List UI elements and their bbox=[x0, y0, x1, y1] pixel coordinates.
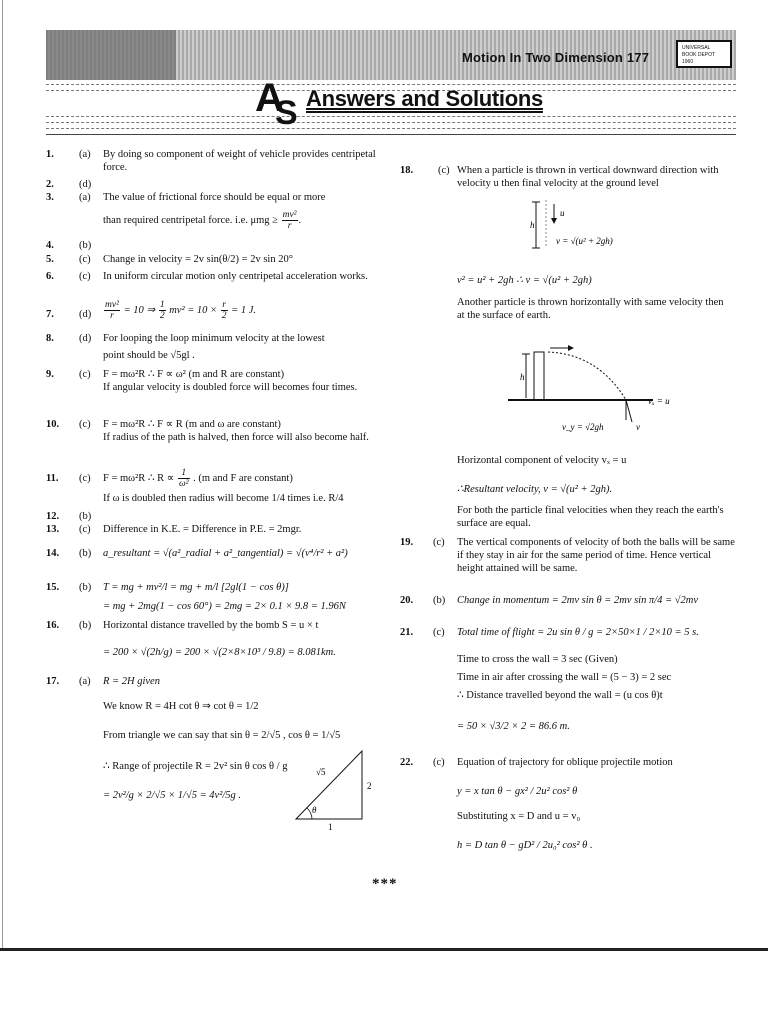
header-rule bbox=[46, 128, 736, 129]
answer-5 bbox=[46, 253, 386, 270]
question-number: 14. bbox=[46, 548, 60, 559]
answer-text-line2: Time to cross the wall = 3 sec (Given) bbox=[457, 654, 618, 665]
answer-text-line3: Horizontal component of velocity vₓ = u bbox=[457, 455, 627, 466]
answer-option: (c) bbox=[79, 254, 91, 265]
answer-text: Change in velocity = 2v sin(θ/2) = 2v sin 20° bbox=[103, 254, 293, 265]
answer-7 bbox=[46, 300, 386, 332]
right-column bbox=[400, 164, 736, 851]
answer-20 bbox=[400, 594, 736, 607]
answer-17 bbox=[46, 675, 386, 832]
numerator: mv² bbox=[105, 300, 119, 310]
answer-equation bbox=[103, 468, 386, 489]
triangle-angle-label: θ bbox=[312, 805, 317, 815]
answer-equation: T = mg + mv²/l = mg + m/l [2gl(1 − cos θ)] bbox=[103, 582, 289, 593]
answer-16 bbox=[46, 619, 386, 675]
answer-option: (a) bbox=[79, 149, 91, 160]
question-number: 20. bbox=[400, 595, 414, 606]
answer-10 bbox=[46, 418, 386, 468]
answer-option: (b) bbox=[79, 548, 92, 559]
left-column bbox=[46, 148, 386, 832]
answer-text-line2: We know R = 4H cot θ ⇒ cot θ = 1/2 bbox=[103, 701, 259, 712]
question-number: 5. bbox=[46, 254, 54, 265]
answer-21 bbox=[400, 626, 736, 733]
triangle-side-label: 2 bbox=[367, 781, 372, 791]
answer-text: Equation of trajectory for oblique projectile motion bbox=[457, 757, 673, 768]
answer-equation-line2: h = D tan θ − gD² / 2u₀² cos² θ . bbox=[457, 840, 593, 851]
velocity-label: u bbox=[560, 208, 565, 218]
answer-15 bbox=[46, 575, 386, 619]
end-marker: *** bbox=[372, 876, 398, 892]
denominator: 2 bbox=[221, 311, 227, 321]
question-number: 16. bbox=[46, 620, 60, 631]
header-rule bbox=[46, 116, 736, 117]
answer-text: R = 2H given bbox=[103, 676, 160, 687]
fraction bbox=[104, 300, 120, 321]
answer-text-line4: ∴ Distance travelled beyond the wall = (u cos θ)t bbox=[457, 690, 663, 701]
section-mark-a: A bbox=[255, 76, 284, 120]
question-number: 4. bbox=[46, 240, 54, 251]
answer-option: (b) bbox=[79, 240, 92, 251]
answer-text-line3: Time in air after crossing the wall = (5 − 3) = 2 sec bbox=[457, 672, 672, 683]
answer-option: (c) bbox=[79, 271, 91, 282]
answer-19 bbox=[400, 536, 736, 575]
answer-text: Difference in K.E. = Difference in P.E. = 2mgr. bbox=[103, 524, 302, 535]
fraction bbox=[159, 300, 166, 321]
answer-13 bbox=[46, 523, 386, 541]
question-number: 21. bbox=[400, 627, 414, 638]
denominator: r bbox=[287, 221, 292, 231]
answer-text-part: than required centripetal force. i.e. μmg ≥ bbox=[103, 214, 278, 226]
question-number: 9. bbox=[46, 369, 54, 380]
answer-text: The vertical components of velocity of both the balls will be same if they stay in air for the same period of time. Hence vertical height attained will be same. bbox=[457, 537, 735, 574]
numerator: r bbox=[222, 300, 226, 310]
question-number: 11. bbox=[46, 473, 59, 484]
denominator: r bbox=[110, 311, 114, 321]
header-rule bbox=[46, 84, 736, 85]
answer-4 bbox=[46, 239, 386, 253]
answer-text: F = mω²R ∴ F ∝ R (m and ω are constant) bbox=[103, 419, 281, 430]
answer-text: F = mω²R ∴ F ∝ ω² (m and R are constant) bbox=[103, 369, 285, 380]
header-rule bbox=[46, 134, 736, 135]
numerator: mv² bbox=[282, 210, 297, 220]
answer-22 bbox=[400, 756, 736, 852]
answer-text-line3: From triangle we can say that sin θ = 2/√5 , cos θ = 1/√5 bbox=[103, 730, 341, 741]
resultant-arrow bbox=[626, 400, 632, 422]
answer-9 bbox=[46, 368, 386, 418]
answer-text-line2: Substituting x = D and u = v₀ bbox=[457, 811, 581, 822]
page-bottom-edge bbox=[0, 948, 768, 951]
answer-option: (c) bbox=[433, 757, 445, 768]
answer-2 bbox=[46, 178, 386, 191]
equation-part: F = mω²R ∴ R ∝ bbox=[103, 472, 175, 484]
answer-option: (c) bbox=[438, 165, 450, 176]
answer-option: (a) bbox=[79, 676, 91, 687]
numerator: 1 bbox=[178, 468, 190, 479]
answer-equation bbox=[103, 300, 386, 321]
vertical-throw-figure bbox=[532, 200, 652, 252]
vx-label: vₓ = u bbox=[648, 396, 670, 406]
answer-8 bbox=[46, 332, 386, 368]
vy-label: v_y = √2gh bbox=[562, 422, 604, 432]
answer-3 bbox=[46, 191, 386, 239]
header-band-dark bbox=[46, 30, 176, 80]
answer-equation: a_resultant = √(a²_radial + a²_tangential) = √(v⁴/r² + a²) bbox=[103, 548, 348, 559]
answer-option: (c) bbox=[79, 419, 91, 430]
answer-text: In uniform circular motion only centripetal acceleration works. bbox=[103, 271, 368, 282]
question-number: 2. bbox=[46, 179, 54, 190]
question-number: 10. bbox=[46, 419, 60, 430]
equation-part: = 1 J. bbox=[231, 304, 257, 316]
height-label: h bbox=[520, 372, 525, 382]
triangle-hypotenuse-label: √5 bbox=[316, 767, 326, 777]
question-number: 22. bbox=[400, 757, 414, 768]
logo-line2: BOOK DEPOT 1960 bbox=[682, 52, 715, 65]
answer-text-line2: point should be √5gl . bbox=[103, 350, 195, 361]
triangle-figure bbox=[290, 745, 380, 832]
triangle-shape bbox=[296, 751, 362, 819]
answer-text: The value of frictional force should be equal or more bbox=[103, 192, 326, 203]
triangle-base-label: 1 bbox=[328, 822, 333, 832]
answer-equation-line2: = 50 × √3/2 × 2 = 86.6 m. bbox=[457, 721, 570, 732]
answer-text: By doing so component of weight of vehicle provides centripetal force. bbox=[103, 149, 376, 173]
answer-equation: Change in momentum = 2mv sin θ = 2mv sin π/4 = √2mv bbox=[457, 595, 698, 606]
answer-option: (d) bbox=[79, 309, 92, 320]
answer-equation: v² = u² + 2gh ∴ v = √(u² + 2gh) bbox=[457, 275, 592, 286]
fraction bbox=[178, 468, 190, 489]
answer-14 bbox=[46, 541, 386, 575]
arrow-head bbox=[551, 218, 557, 224]
answer-equation: y = x tan θ − gx² / 2u² cos² θ bbox=[457, 786, 578, 797]
answer-text-line2: If ω is doubled then radius will become 1/4 times i.e. R/4 bbox=[103, 493, 344, 504]
question-number: 3. bbox=[46, 192, 54, 203]
answer-equation: = 2v²/g × 2/√5 × 1/√5 = 4v²/5g . bbox=[103, 790, 242, 801]
answer-equation: Total time of flight = 2u sin θ / g = 2×50×1 / 2×10 = 5 s. bbox=[457, 627, 699, 638]
question-number: 13. bbox=[46, 524, 60, 535]
answer-option: (d) bbox=[79, 333, 92, 344]
denominator: ω² bbox=[178, 479, 189, 489]
answer-text: For looping the loop minimum velocity at the lowest bbox=[103, 333, 325, 344]
answer-option: (a) bbox=[79, 192, 91, 203]
answer-text: When a particle is thrown in vertical downward direction with velocity u then final velocity at the ground level bbox=[457, 165, 719, 189]
answer-text-line2: If angular velocity is doubled force will becomes four times. bbox=[103, 382, 358, 393]
question-number: 1. bbox=[46, 149, 54, 160]
equation-part: mv² = 10 × bbox=[169, 304, 218, 316]
horizontal-throw-figure bbox=[508, 344, 708, 436]
answer-option: (b) bbox=[79, 511, 92, 522]
answer-6 bbox=[46, 270, 386, 300]
equation-part: . (m and F are constant) bbox=[193, 472, 293, 484]
answer-option: (b) bbox=[433, 595, 446, 606]
answer-option: (d) bbox=[79, 179, 92, 190]
trajectory bbox=[548, 352, 626, 400]
answer-option: (c) bbox=[433, 537, 445, 548]
logo-line1: UNIVERSAL bbox=[682, 45, 711, 51]
section-mark bbox=[255, 76, 298, 132]
fraction bbox=[282, 210, 298, 231]
answer-option: (c) bbox=[79, 524, 91, 535]
answer-11 bbox=[46, 468, 386, 510]
question-number: 19. bbox=[400, 537, 414, 548]
answer-18-continued bbox=[400, 454, 736, 530]
final-velocity-label: v = √(u² + 2gh) bbox=[556, 236, 613, 246]
page-edge-left bbox=[2, 0, 3, 950]
question-number: 7. bbox=[46, 309, 54, 320]
section-title: Answers and Solutions bbox=[306, 86, 543, 111]
running-head: Motion In Two Dimension 177 bbox=[462, 50, 650, 65]
answer-option: (b) bbox=[79, 582, 92, 593]
answer-18 bbox=[400, 164, 736, 454]
answer-text-line4: ∴ Range of projectile R = 2v² sin θ cos θ / g bbox=[103, 761, 288, 772]
answer-equation: ∴Resultant velocity, v = √(u² + 2gh). bbox=[457, 484, 613, 495]
question-number: 15. bbox=[46, 582, 60, 593]
question-number: 12. bbox=[46, 511, 60, 522]
denominator: 2 bbox=[159, 311, 165, 321]
answer-text-line2: If radius of the path is halved, then force will also become half. bbox=[103, 432, 369, 443]
publisher-logo bbox=[676, 40, 732, 68]
answer-text-line2: than required centripetal force. i.e. μmg ≥ $\frac{\text{mv²}}{r}$ . bbox=[103, 210, 302, 231]
fraction bbox=[221, 300, 228, 321]
answer-12 bbox=[46, 510, 386, 523]
answer-equation: = 200 × √(2h/g) = 200 × √(2×8×10³ / 9.8) = 8.081km. bbox=[103, 647, 336, 658]
header-rule bbox=[46, 122, 736, 123]
resultant-label: v bbox=[636, 422, 640, 432]
arrow-head bbox=[568, 345, 574, 351]
answer-option: (c) bbox=[79, 473, 91, 484]
answer-equation-line2: = mg + 2mg(1 − cos 60°) = 2mg = 2× 0.1 × 9.8 = 1.96N bbox=[103, 601, 346, 612]
answer-text-line4: For both the particle final velocities when they reach the earth's surface are equal. bbox=[457, 505, 724, 529]
height-label: h bbox=[530, 220, 535, 230]
answer-option: (c) bbox=[79, 369, 91, 380]
question-number: 18. bbox=[400, 165, 414, 176]
answer-option: (c) bbox=[433, 627, 445, 638]
equation-part: = 10 ⇒ bbox=[123, 304, 156, 316]
question-number: 8. bbox=[46, 333, 54, 344]
answer-text: Horizontal distance travelled by the bomb S = u × t bbox=[103, 620, 319, 631]
tower bbox=[534, 352, 544, 400]
numerator: 1 bbox=[159, 300, 165, 310]
answer-option: (b) bbox=[79, 620, 92, 631]
answer-text-line2: Another particle is thrown horizontally with same velocity then at the surface of earth. bbox=[457, 297, 724, 321]
section-mark-s: S bbox=[275, 94, 298, 132]
question-number: 17. bbox=[46, 676, 60, 687]
answer-1 bbox=[46, 148, 386, 178]
question-number: 6. bbox=[46, 271, 54, 282]
